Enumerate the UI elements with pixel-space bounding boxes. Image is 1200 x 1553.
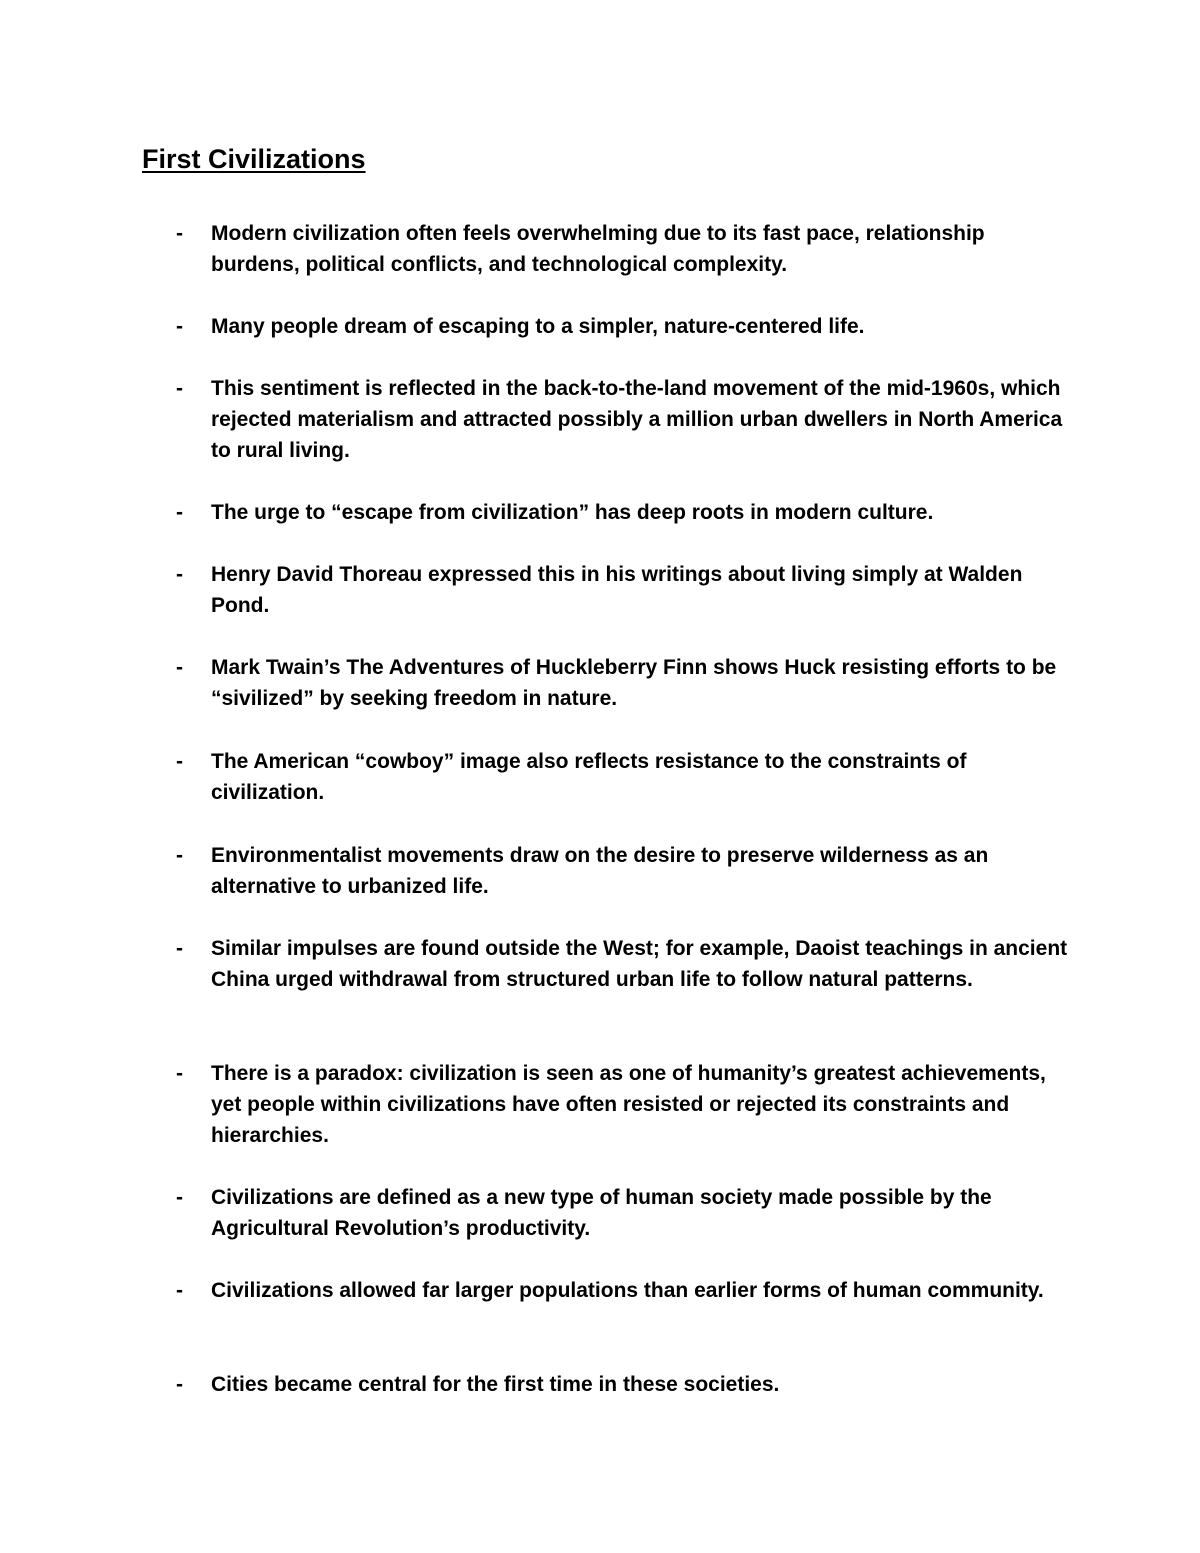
bullet-marker: - [176, 656, 183, 679]
bullet-marker: - [176, 1186, 183, 1209]
bullet-marker: - [176, 315, 183, 338]
bullet-marker: - [176, 750, 183, 773]
bullet-marker: - [176, 1062, 183, 1085]
list-item-text: Modern civilization often feels overwhelming due to its fast pace, relationship burdens, political conflicts, and technological complexity. [211, 222, 985, 276]
list-item-text: Mark Twain’s The Adventures of Huckleberry Finn shows Huck resisting efforts to be “sivilized” by seeking freedom in nature. [211, 656, 1057, 710]
list-item-text: The urge to “escape from civilization” has deep roots in modern culture. [211, 501, 934, 524]
bullet-marker: - [176, 844, 183, 867]
bullet-marker: - [176, 1279, 183, 1302]
list-item-text: Civilizations are defined as a new type of human society made possible by the Agricultural Revolution’s productivity. [211, 1186, 992, 1240]
page-title: First Civilizations [142, 144, 366, 174]
list-item-text: Henry David Thoreau expressed this in his writings about living simply at Walden Pond. [211, 563, 1023, 617]
bullet-marker: - [176, 222, 183, 245]
bullet-marker: - [176, 937, 183, 960]
list-item-text: The American “cowboy” image also reflects resistance to the constraints of civilization. [211, 750, 967, 804]
list-item-text: Cities became central for the first time in these societies. [211, 1373, 780, 1396]
bullet-marker: - [176, 377, 183, 400]
list-item-text: This sentiment is reflected in the back-to-the-land movement of the mid-1960s, which rejected materialism and attracted possibly a million urban dwellers in North America to rural living. [211, 377, 1063, 462]
list-item-text: Environmentalist movements draw on the desire to preserve wilderness as an alternative to urbanized life. [211, 844, 989, 898]
list-item-text: Similar impulses are found outside the West; for example, Daoist teachings in ancient China urged withdrawal from structured urban life to follow natural patterns. [211, 937, 1068, 991]
bullet-marker: - [176, 501, 183, 524]
list-item-text: Civilizations allowed far larger populations than earlier forms of human community. [211, 1279, 1044, 1302]
bullet-marker: - [176, 563, 183, 586]
list-item-text: There is a paradox: civilization is seen as one of humanity’s greatest achievements, yet people within civilizations have often resisted or rejected its constraints and hierarchies. [211, 1062, 1046, 1147]
bullet-marker: - [176, 1373, 183, 1396]
list-item-text: Many people dream of escaping to a simpler, nature-centered life. [211, 315, 865, 338]
